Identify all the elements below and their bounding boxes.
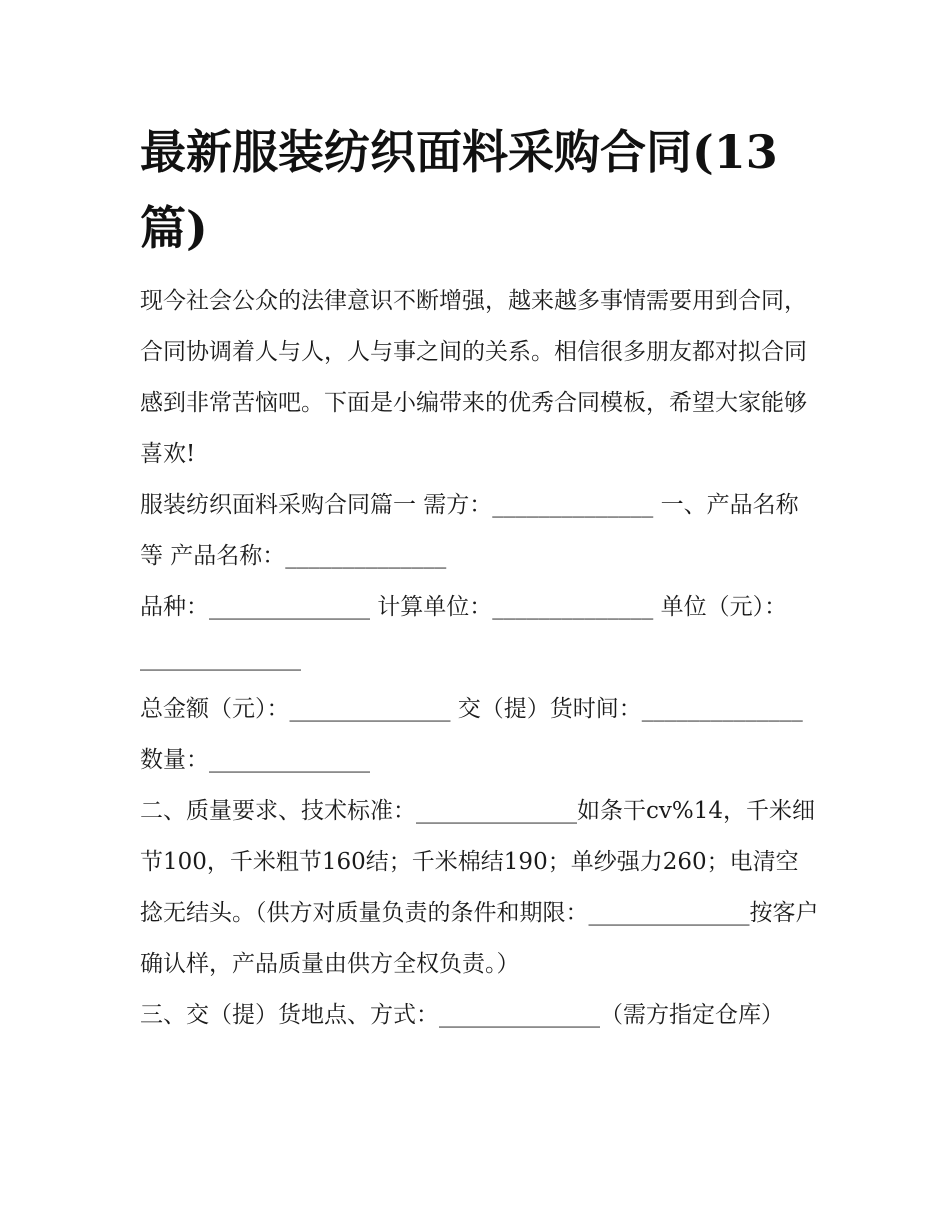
paragraph-amount-delivery: 总金额（元）：______________ 交（提）货时间：______________ 数量：______________ [140, 696, 803, 773]
paragraph-quality-requirements: 二、质量要求、技术标准：______________如条干cv%14，千米细节100，千米粗节160结；千米棉结190；单纱强力260；电清空捻无结头。（供方对质量负责的条件和期限：______________按客户确认样，产品质量由供方全权负责。） [140, 798, 819, 977]
intro-paragraph: 现今社会公众的法律意识不断增强，越来越多事情需要用到合同，合同协调着人与人，人与事之间的关系。相信很多朋友都对拟合同感到非常苦恼吧。下面是小编带来的优秀合同模板，希望大家能够喜欢! [140, 288, 807, 467]
paragraph-section-1-header: 服装纺织面料采购合同篇一 需方：______________ 一、产品名称等 产品名称：______________ [140, 492, 799, 569]
document-title: 最新服装纺织面料采购合同(13篇) [140, 125, 778, 255]
document-body [140, 276, 820, 1041]
paragraph-delivery-location: 三、交（提）货地点、方式：______________（需方指定仓库） [140, 1002, 784, 1028]
paragraph-variety-unit: 品种：______________ 计算单位：______________ 单位（元）：______________ [140, 594, 788, 671]
